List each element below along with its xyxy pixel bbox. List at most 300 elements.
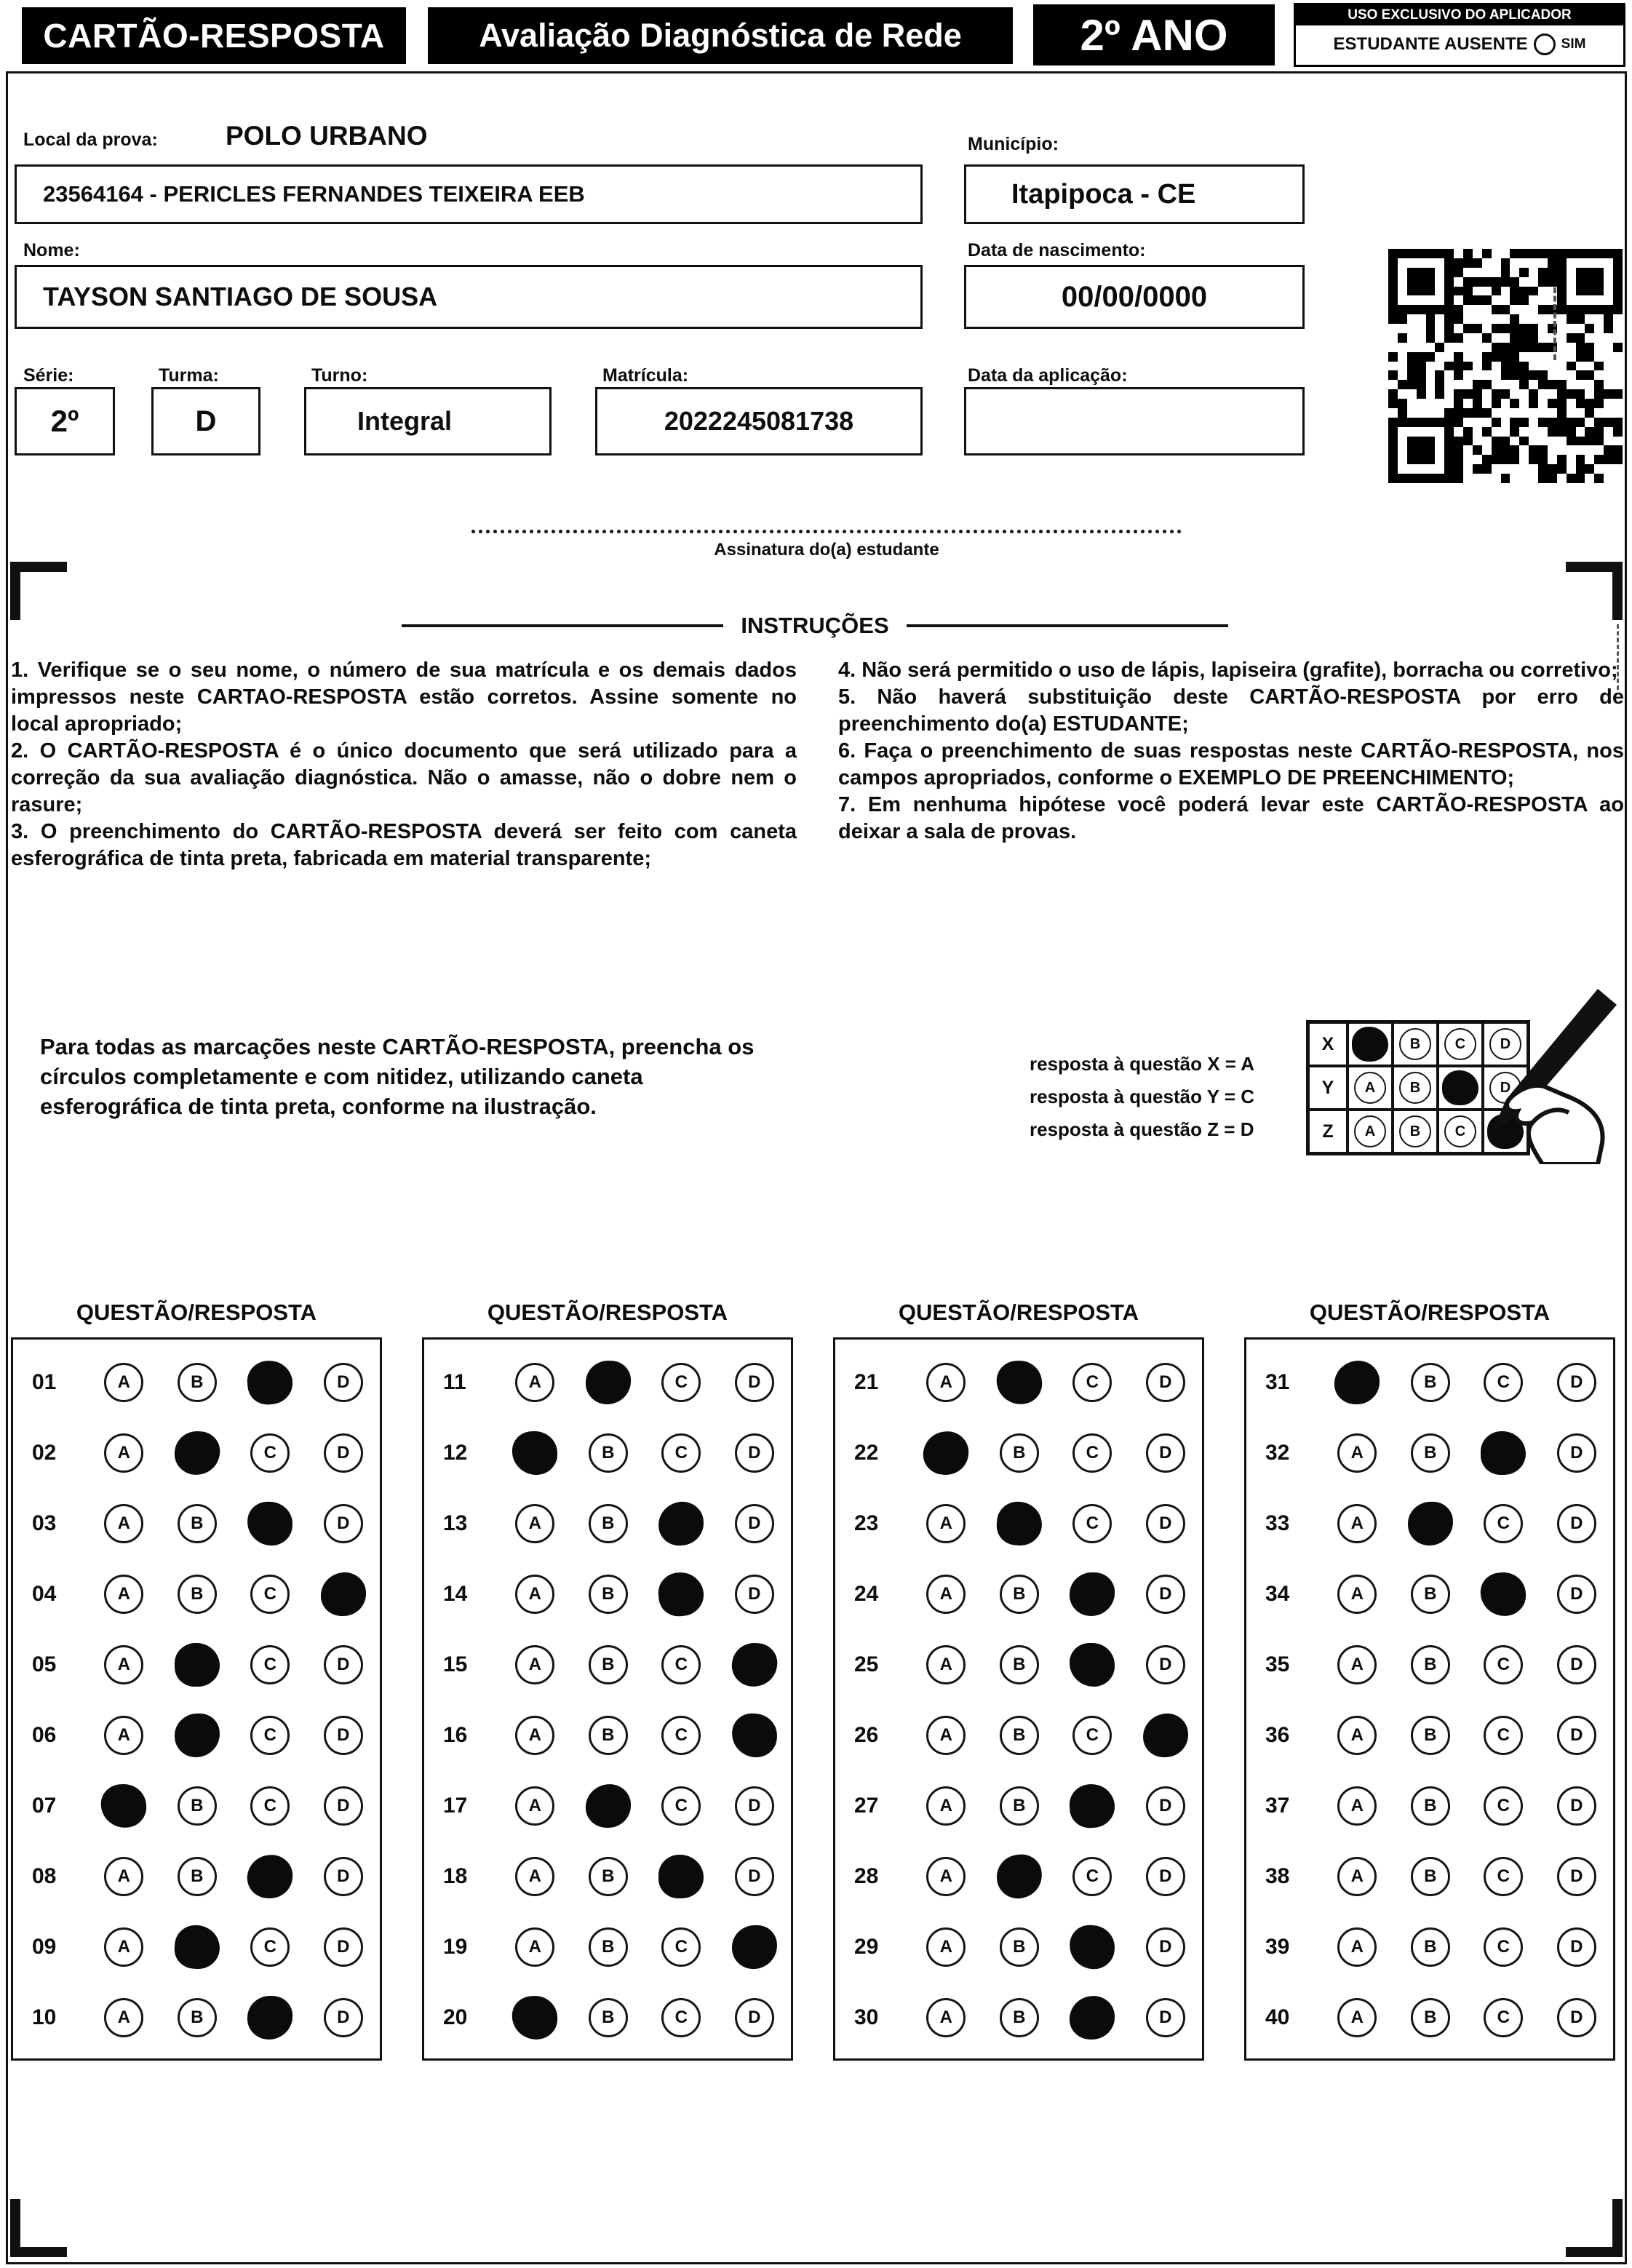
answer-bubble[interactable]: D	[1146, 1575, 1185, 1614]
answer-option-slot	[572, 1645, 645, 1684]
answer-bubble[interactable]: A	[515, 1504, 554, 1543]
answer-bubble[interactable]: D	[324, 1504, 363, 1543]
answer-bubble[interactable]: D	[1557, 1504, 1596, 1543]
instructions-right-column	[838, 657, 1624, 845]
answer-option-slot	[572, 1575, 645, 1614]
registration-mark-bottom-right	[1566, 2199, 1623, 2257]
answer-bubble[interactable]: A	[515, 1645, 554, 1684]
answer-option-slot	[909, 1927, 983, 1967]
answer-bubble[interactable]: C	[250, 1786, 290, 1826]
question-number: 04	[32, 1581, 57, 1606]
answers-column-header: QUESTÃO/RESPOSTA	[487, 1300, 728, 1325]
answer-bubble[interactable]: A	[1337, 1433, 1377, 1473]
answer-bubble[interactable]: B	[1000, 1433, 1039, 1473]
question-row	[835, 1559, 1202, 1629]
answer-bubble-filled[interactable]	[921, 1428, 971, 1476]
answer-bubble-filled[interactable]	[995, 1358, 1043, 1406]
answer-option-slot	[87, 1857, 161, 1896]
answer-option-slot	[1394, 1998, 1468, 2037]
answer-bubble[interactable]: A	[926, 1998, 966, 2037]
answer-bubble[interactable]: A	[104, 1998, 143, 2037]
answer-bubble-filled[interactable]	[512, 1431, 558, 1475]
answer-option-slot	[1394, 1575, 1468, 1614]
matricula-label: Matrícula:	[602, 365, 689, 386]
student-absent-label: ESTUDANTE AUSENTE	[1333, 34, 1528, 54]
answer-bubble[interactable]: D	[735, 1504, 774, 1543]
absent-mark-circle[interactable]	[1534, 33, 1556, 55]
answer-option-slot	[718, 1857, 792, 1896]
answer-option-slot	[1056, 1572, 1129, 1616]
answer-option-slot	[161, 1714, 234, 1757]
answer-bubble[interactable]: D	[1146, 1927, 1185, 1967]
answer-bubble-filled[interactable]	[657, 1570, 706, 1618]
answer-option-slot	[1467, 1431, 1540, 1475]
answer-bubble[interactable]: B	[589, 1433, 628, 1473]
answer-option-slot	[1394, 1502, 1468, 1545]
example-key-line: resposta à questão Z = D	[1030, 1118, 1254, 1140]
answer-bubble[interactable]: D	[1557, 1575, 1596, 1614]
answer-bubble[interactable]: B	[589, 1575, 628, 1614]
answer-option-slot	[1129, 1363, 1203, 1402]
example-key-list	[1030, 1048, 1254, 1146]
question-number: 02	[32, 1440, 57, 1465]
answer-bubble[interactable]: B	[589, 1645, 628, 1684]
answer-bubble[interactable]: C	[1484, 1363, 1523, 1402]
answer-bubble-filled[interactable]	[585, 1360, 631, 1404]
answer-bubble[interactable]: D	[1146, 1998, 1185, 2037]
answer-bubble[interactable]: A	[1337, 1998, 1377, 2037]
answer-option-slot	[572, 1433, 645, 1473]
answer-option-slot	[1467, 1716, 1540, 1755]
answer-bubble[interactable]: B	[1411, 1716, 1450, 1755]
answer-bubble[interactable]: C	[1484, 1504, 1523, 1543]
signature-line[interactable]	[471, 530, 1182, 533]
question-number: 27	[854, 1793, 879, 1818]
question-number: 24	[854, 1581, 879, 1606]
answer-bubble[interactable]: A	[926, 1645, 966, 1684]
answer-bubble[interactable]: D	[324, 1363, 363, 1402]
answer-bubble[interactable]: D	[735, 1786, 774, 1826]
question-number: 38	[1265, 1863, 1290, 1888]
answer-bubble-filled[interactable]	[247, 1994, 293, 2040]
answer-bubble-filled[interactable]	[995, 1500, 1043, 1546]
answer-bubble[interactable]: D	[1557, 1857, 1596, 1896]
answer-bubble[interactable]: B	[1000, 1645, 1039, 1684]
answer-option-slot	[909, 1431, 983, 1475]
answer-option-slot	[87, 1716, 161, 1755]
answer-option-slot	[909, 1363, 983, 1402]
answer-option-slot	[718, 1363, 792, 1402]
answer-bubble[interactable]: D	[1146, 1786, 1185, 1826]
example-bubble: B	[1399, 1072, 1431, 1104]
answer-bubble[interactable]: A	[104, 1857, 143, 1896]
answer-option-slot	[645, 1716, 718, 1755]
question-row	[13, 1347, 380, 1417]
answer-bubble[interactable]: A	[1337, 1927, 1377, 1967]
answer-bubble[interactable]: C	[1072, 1433, 1112, 1473]
answer-bubble-filled[interactable]	[1334, 1359, 1380, 1404]
instructions-title: INSTRUÇÕES	[741, 613, 889, 638]
answer-bubble-filled[interactable]	[1481, 1431, 1526, 1475]
question-row	[424, 1559, 791, 1629]
answer-option-slot	[1540, 1927, 1614, 1967]
example-cell	[1348, 1022, 1393, 1066]
question-row	[1246, 1559, 1613, 1629]
answer-bubble[interactable]: C	[1484, 1857, 1523, 1896]
answer-option-slot	[1056, 1504, 1129, 1543]
question-number: 01	[32, 1369, 57, 1394]
answer-option-slot	[1321, 1433, 1394, 1473]
answer-option-slot	[307, 1716, 381, 1755]
answer-bubble-filled[interactable]	[658, 1855, 704, 1898]
question-row	[1246, 1347, 1613, 1417]
answer-option-slot	[1394, 1857, 1468, 1896]
answer-bubble-filled[interactable]	[1479, 1570, 1527, 1617]
grade-badge: 2º ANO	[1033, 4, 1275, 65]
question-number: 30	[854, 2005, 879, 2029]
answer-option-slot	[1467, 1645, 1540, 1684]
answer-bubble[interactable]: D	[1557, 1927, 1596, 1967]
answer-bubble[interactable]: C	[1072, 1363, 1112, 1402]
answer-bubble[interactable]: C	[1484, 1716, 1523, 1755]
answer-option-slot	[718, 1714, 792, 1757]
answer-bubble[interactable]: B	[1411, 1433, 1450, 1473]
answer-bubble[interactable]: D	[735, 1857, 774, 1896]
example-bubble: B	[1399, 1028, 1431, 1060]
answer-bubble[interactable]: C	[1072, 1504, 1112, 1543]
serie-field: 2º	[15, 387, 115, 455]
example-bubble: B	[1399, 1115, 1431, 1147]
answer-bubble-filled[interactable]	[731, 1924, 778, 1969]
answer-option-slot	[1129, 1645, 1203, 1684]
example-key-line: resposta à questão Y = C	[1030, 1086, 1255, 1107]
answer-bubble[interactable]: A	[104, 1433, 143, 1473]
answer-option-slot	[307, 1645, 381, 1684]
answer-option-slot	[1056, 1643, 1129, 1687]
answer-option-slot	[909, 1645, 983, 1684]
answer-option-slot	[1129, 1714, 1203, 1757]
answer-bubble[interactable]: B	[589, 1504, 628, 1543]
answer-option-slot	[1129, 1433, 1203, 1473]
answer-option-slot	[645, 1927, 718, 1967]
answer-bubble[interactable]: D	[1557, 1433, 1596, 1473]
answer-option-slot	[909, 1998, 983, 2037]
answer-option-slot	[983, 1361, 1056, 1404]
answer-bubble[interactable]: D	[1146, 1857, 1185, 1896]
answer-bubble[interactable]: A	[926, 1786, 966, 1826]
answer-option-slot	[161, 1925, 234, 1969]
answer-bubble-filled[interactable]	[245, 1358, 295, 1406]
answer-bubble[interactable]: B	[1411, 1857, 1450, 1896]
answer-bubble[interactable]: C	[1484, 1998, 1523, 2037]
answer-option-slot	[234, 1927, 307, 1967]
answer-bubble[interactable]: D	[735, 1363, 774, 1402]
answer-bubble[interactable]: A	[515, 1716, 554, 1755]
answer-option-slot	[572, 1716, 645, 1755]
question-row	[424, 1629, 791, 1700]
question-row	[424, 1488, 791, 1559]
answer-bubble[interactable]: B	[589, 1927, 628, 1967]
answer-option-slot	[498, 1857, 572, 1896]
answer-bubble[interactable]: B	[1411, 1786, 1450, 1826]
answer-bubble[interactable]: B	[1411, 1363, 1450, 1402]
answer-bubble[interactable]: C	[1484, 1786, 1523, 1826]
instruction-item: 3. O preenchimento do CARTÃO-RESPOSTA deverá ser feito com caneta esferográfica de tinta preta, fabricada em material transparente;	[11, 820, 797, 870]
instruction-item: 5. Não haverá substituição deste CARTÃO-RESPOSTA por erro de preenchimento do(a) ESTUDANTE;	[838, 685, 1624, 736]
answer-option-slot	[718, 1575, 792, 1614]
answer-bubble[interactable]: A	[1337, 1575, 1377, 1614]
student-absent-row	[1296, 25, 1623, 63]
answer-bubble[interactable]: A	[1337, 1786, 1377, 1826]
answer-bubble[interactable]: D	[324, 1433, 363, 1473]
answer-option-slot	[645, 1786, 718, 1826]
instruction-item: 6. Faça o preenchimento de suas respostas neste CARTÃO-RESPOSTA, nos campos apropriados, conforme o EXEMPLO DE PREENCHIMENTO;	[838, 739, 1624, 789]
answer-option-slot	[1321, 1645, 1394, 1684]
turma-label: Turma:	[159, 365, 219, 386]
answer-bubble[interactable]: D	[1146, 1363, 1185, 1402]
answer-option-slot	[307, 1433, 381, 1473]
answer-bubble[interactable]: C	[250, 1927, 290, 1967]
answer-option-slot	[1056, 1996, 1129, 2040]
qr-code	[1388, 249, 1623, 483]
answer-bubble[interactable]: A	[1337, 1645, 1377, 1684]
answer-option-slot	[498, 1716, 572, 1755]
answer-bubble[interactable]: A	[926, 1575, 966, 1614]
question-row	[13, 1982, 380, 2053]
answer-bubble[interactable]: B	[1000, 1575, 1039, 1614]
question-number: 29	[854, 1934, 879, 1959]
answer-bubble-filled[interactable]	[1070, 1643, 1115, 1687]
example-bubble: D	[1489, 1072, 1521, 1104]
question-row	[13, 1841, 380, 1911]
answer-bubble[interactable]: D	[324, 1927, 363, 1967]
answer-bubble-filled[interactable]	[1068, 1923, 1117, 1970]
answer-bubble[interactable]: B	[1000, 1716, 1039, 1755]
answer-bubble-filled[interactable]	[658, 1500, 705, 1546]
answer-option-slot	[1056, 1716, 1129, 1755]
question-number: 32	[1265, 1440, 1290, 1465]
answer-bubble[interactable]: B	[1411, 1927, 1450, 1967]
answer-bubble[interactable]: D	[735, 1998, 774, 2037]
answer-option-slot	[161, 1786, 234, 1826]
answer-bubble-filled[interactable]	[1069, 1994, 1116, 2040]
answer-option-slot	[645, 1645, 718, 1684]
answer-bubble-filled[interactable]	[173, 1923, 221, 1970]
answer-bubble[interactable]: D	[324, 1786, 363, 1826]
answer-bubble-filled[interactable]	[245, 1852, 295, 1900]
answer-bubble[interactable]: A	[104, 1927, 143, 1967]
answer-bubble[interactable]: A	[515, 1927, 554, 1967]
question-row	[13, 1629, 380, 1700]
answer-bubble[interactable]: B	[178, 1504, 217, 1543]
question-number: 10	[32, 2005, 57, 2029]
answer-bubble[interactable]: D	[1557, 1998, 1596, 2037]
answer-option-slot	[87, 1575, 161, 1614]
question-number: 25	[854, 1652, 879, 1676]
instruction-item: 2. O CARTÃO-RESPOSTA é o único documento que será utilizado para a correção da sua avaliação diagnóstica. Não o amasse, não o dobre nem o rasure;	[11, 739, 797, 816]
answer-bubble[interactable]: B	[1411, 1998, 1450, 2037]
nascimento-label: Data de nascimento:	[968, 240, 1146, 260]
answer-bubble-filled[interactable]	[172, 1429, 221, 1476]
answer-bubble-filled[interactable]	[173, 1712, 220, 1758]
answer-option-slot	[1321, 1504, 1394, 1543]
answer-bubble[interactable]: B	[178, 1575, 217, 1614]
answer-bubble[interactable]: D	[1146, 1504, 1185, 1543]
example-row-label: Y	[1308, 1066, 1348, 1110]
answer-option-slot	[1394, 1363, 1468, 1402]
answer-bubble-filled[interactable]	[585, 1783, 632, 1828]
answer-bubble[interactable]: B	[178, 1857, 217, 1896]
answer-bubble[interactable]: B	[589, 1716, 628, 1755]
answer-bubble[interactable]: A	[926, 1716, 966, 1755]
answer-bubble[interactable]: D	[1557, 1786, 1596, 1826]
answer-bubble[interactable]: B	[1000, 1927, 1039, 1967]
example-cell	[1393, 1066, 1438, 1110]
answer-bubble-filled[interactable]	[995, 1852, 1044, 1900]
answer-bubble[interactable]: D	[735, 1575, 774, 1614]
question-number: 22	[854, 1440, 879, 1465]
answer-bubble-filled[interactable]	[247, 1500, 294, 1546]
answers-box	[11, 1337, 382, 2061]
answer-option-slot	[1129, 1575, 1203, 1614]
answer-bubble-filled[interactable]	[174, 1642, 220, 1687]
example-cell	[1348, 1110, 1393, 1153]
answer-bubble[interactable]: D	[324, 1645, 363, 1684]
answer-bubble[interactable]: B	[178, 1786, 217, 1826]
answer-option-slot	[572, 1998, 645, 2037]
answer-bubble[interactable]: C	[661, 1927, 701, 1967]
question-row	[13, 1700, 380, 1770]
divider-line	[907, 624, 1228, 627]
answer-option-slot	[1394, 1433, 1468, 1473]
answer-bubble[interactable]: A	[926, 1504, 966, 1543]
answer-option-slot	[645, 1998, 718, 2037]
answer-bubble[interactable]: A	[926, 1927, 966, 1967]
answer-bubble[interactable]: C	[661, 1645, 701, 1684]
answer-bubble[interactable]: C	[1484, 1927, 1523, 1967]
question-row	[13, 1488, 380, 1559]
answer-bubble-filled[interactable]	[730, 1640, 779, 1688]
applicator-box-title: USO EXCLUSIVO DO APLICADOR	[1296, 5, 1623, 25]
answer-bubble-filled[interactable]	[1142, 1712, 1189, 1757]
example-cell	[1348, 1066, 1393, 1110]
answer-option-slot	[161, 1431, 234, 1475]
answer-option-slot	[1321, 1716, 1394, 1755]
answer-bubble-filled[interactable]	[320, 1572, 366, 1616]
answer-option-slot	[983, 1927, 1056, 1967]
answer-option-slot	[161, 1363, 234, 1402]
answer-bubble[interactable]: C	[661, 1363, 701, 1402]
answer-bubble[interactable]: A	[515, 1363, 554, 1402]
answer-bubble[interactable]: C	[250, 1575, 290, 1614]
answer-bubble-filled[interactable]	[100, 1782, 148, 1829]
answer-bubble[interactable]: C	[250, 1433, 290, 1473]
answer-bubble[interactable]: B	[1411, 1645, 1450, 1684]
answer-bubble[interactable]: C	[661, 1716, 701, 1755]
answer-option-slot	[718, 1643, 792, 1687]
answer-option-slot	[1056, 1363, 1129, 1402]
answer-bubble[interactable]: A	[515, 1857, 554, 1896]
example-row-label: X	[1308, 1022, 1348, 1066]
question-row	[835, 1488, 1202, 1559]
answer-bubble[interactable]: A	[1337, 1857, 1377, 1896]
answer-bubble[interactable]: D	[735, 1433, 774, 1473]
answer-bubble[interactable]: D	[324, 1998, 363, 2037]
answer-bubble[interactable]: A	[1337, 1504, 1377, 1543]
answer-bubble-filled[interactable]	[731, 1711, 779, 1758]
answer-bubble[interactable]: C	[661, 1998, 701, 2037]
answer-bubble[interactable]: D	[324, 1857, 363, 1896]
answer-bubble-filled[interactable]	[511, 1994, 559, 2040]
answer-bubble[interactable]: C	[661, 1786, 701, 1826]
answer-bubble[interactable]: B	[1000, 1786, 1039, 1826]
answer-bubble[interactable]: B	[178, 1363, 217, 1402]
answer-bubble[interactable]: A	[926, 1363, 966, 1402]
question-row	[424, 1911, 791, 1982]
question-number: 03	[32, 1511, 57, 1535]
answer-bubble[interactable]: A	[1337, 1716, 1377, 1755]
answer-bubble-filled[interactable]	[1068, 1782, 1116, 1829]
answer-bubble[interactable]: A	[926, 1857, 966, 1896]
answer-bubble[interactable]: B	[178, 1998, 217, 2037]
answer-bubble[interactable]: B	[1411, 1575, 1450, 1614]
question-number: 21	[854, 1369, 879, 1394]
question-row	[835, 1841, 1202, 1911]
question-number: 12	[443, 1440, 468, 1465]
cut-mark	[1553, 287, 1556, 360]
answer-bubble[interactable]: C	[661, 1433, 701, 1473]
answer-bubble[interactable]: C	[1484, 1645, 1523, 1684]
answer-option-slot	[1321, 1786, 1394, 1826]
answer-bubble[interactable]: D	[324, 1716, 363, 1755]
answer-bubble[interactable]: B	[589, 1998, 628, 2037]
answer-option-slot	[161, 1575, 234, 1614]
answer-bubble[interactable]: B	[1000, 1998, 1039, 2037]
answer-bubble[interactable]: A	[104, 1645, 143, 1684]
answer-bubble[interactable]: C	[1072, 1857, 1112, 1896]
answer-option-slot	[983, 1786, 1056, 1826]
answer-bubble[interactable]: A	[104, 1504, 143, 1543]
answer-bubble[interactable]: D	[1557, 1363, 1596, 1402]
answer-bubble[interactable]: C	[1072, 1716, 1112, 1755]
answer-bubble[interactable]: D	[1146, 1645, 1185, 1684]
answer-bubble[interactable]: D	[1557, 1716, 1596, 1755]
answer-bubble[interactable]: A	[515, 1575, 554, 1614]
answer-bubble[interactable]: D	[1146, 1433, 1185, 1473]
answer-option-slot	[307, 1363, 381, 1402]
answer-bubble-filled[interactable]	[1069, 1571, 1115, 1616]
answer-bubble[interactable]: A	[104, 1575, 143, 1614]
answer-bubble-filled[interactable]	[1407, 1500, 1454, 1545]
answer-option-slot	[498, 1431, 572, 1475]
answer-bubble[interactable]: B	[589, 1857, 628, 1896]
answer-bubble[interactable]: C	[250, 1645, 290, 1684]
answer-option-slot	[498, 1575, 572, 1614]
answer-option-slot	[1129, 1998, 1203, 2037]
answer-option-slot	[234, 1502, 307, 1545]
answer-bubble[interactable]: A	[515, 1786, 554, 1826]
instruction-item: 4. Não será permitido o uso de lápis, lapiseira (grafite), borracha ou corretivo;	[838, 658, 1618, 682]
answer-bubble[interactable]: D	[1557, 1645, 1596, 1684]
answer-bubble[interactable]: A	[104, 1363, 143, 1402]
question-row	[424, 1417, 791, 1488]
answer-option-slot	[909, 1716, 983, 1755]
answer-bubble[interactable]: C	[250, 1716, 290, 1755]
answer-bubble[interactable]: A	[104, 1716, 143, 1755]
answer-option-slot	[1467, 1927, 1540, 1967]
turma-field: D	[151, 387, 260, 455]
question-row	[835, 1629, 1202, 1700]
